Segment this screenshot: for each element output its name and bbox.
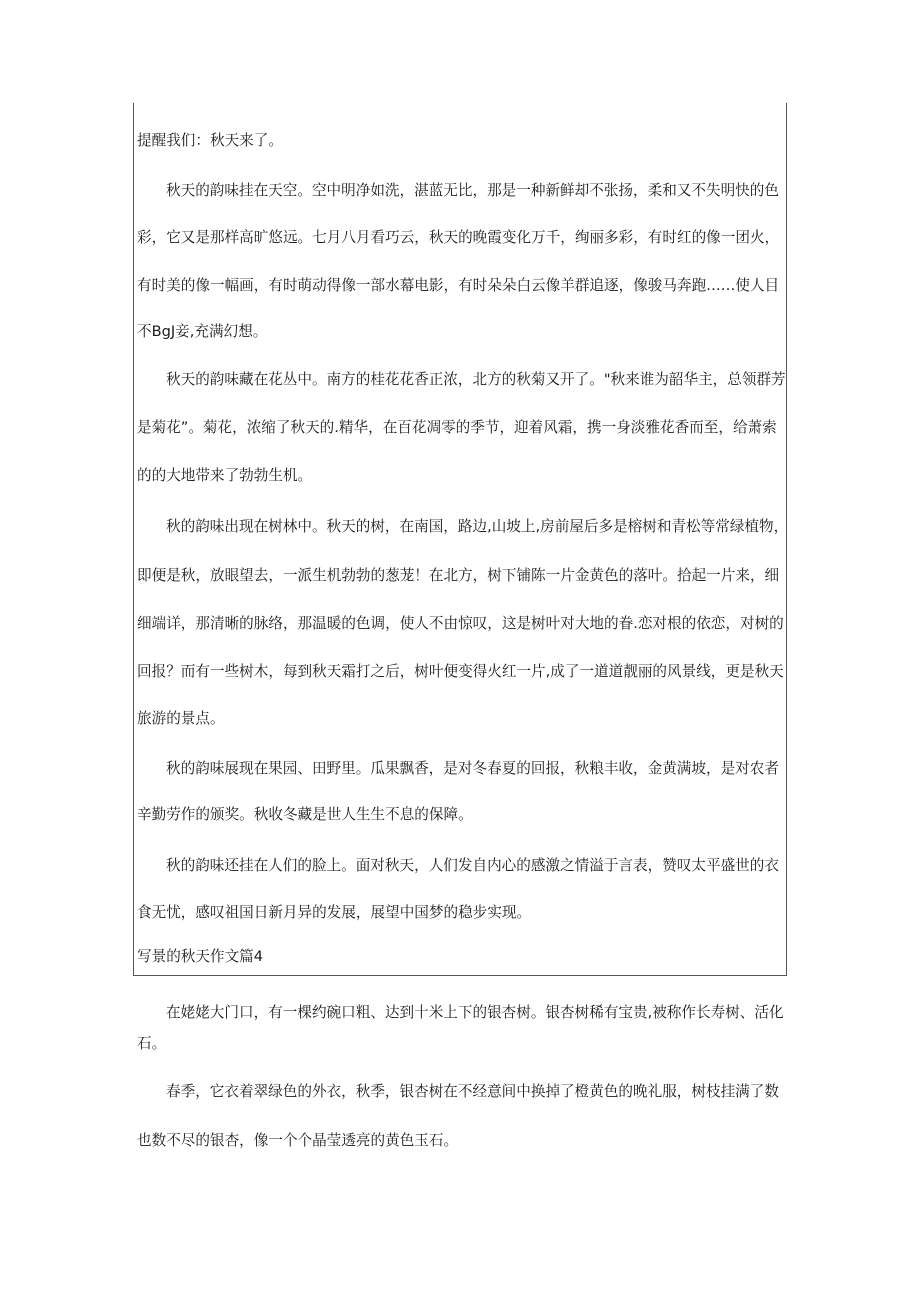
paragraph-line: 秋的韵味出现在树林中。秋天的树，在南国，路边,山坡上,房前屋后多是榕树和青松等常绿植物， <box>166 518 789 535</box>
paragraph-line: 食无忧，感叹祖国日新月异的发展，展望中国梦的稳步实现。 <box>137 904 532 921</box>
paragraph-line: 在姥姥大门口，有一棵约碗口粗、达到十米上下的银杏树。银杏树稀有宝贵,被称作长寿树、活化 <box>166 1004 784 1021</box>
paragraph-line: 回报？而有一些树木，每到秋天霜打之后，树叶便变得火红一片,成了一道道靓丽的风景线，更是秋天 <box>137 663 784 680</box>
paragraph-line: 不BgJ妾,充满幻想。 <box>137 323 268 340</box>
paragraph-line: 彩，它又是那样高旷悠远。七月八月看巧云，秋天的晚霞变化万千，绚丽多彩，有时红的像一团火， <box>137 229 780 246</box>
paragraph-line: 秋天的韵味藏在花丛中。南方的桂花花香正浓，北方的秋菊又开了。"秋来谁为韶华主，总领群芳 <box>166 371 786 388</box>
paragraph-line: 旅游的景点。 <box>137 710 225 727</box>
paragraph-line: 秋天的韵味挂在天空。空中明净如洗，湛蓝无比，那是一种新鲜却不张扬，柔和又不失明快的色 <box>166 182 779 199</box>
section-heading: 写景的秋天作文篇4 <box>137 948 264 965</box>
paragraph-line: 细端详，那清晰的脉络，那温暖的色调，使人不由惊叹，这是树叶对大地的眷.恋对根的依恋，对树的 <box>137 615 784 632</box>
paragraph-line: 即便是秋，放眼望去，一派生机勃勃的葱茏！在北方，树下铺陈一片金黄色的落叶。拾起一片来，细 <box>137 567 780 584</box>
paragraph-line: 秋的韵味展现在果园、田野里。瓜果飘香，是对冬春夏的回报，秋粮丰收，金黄满坡，是对农者 <box>166 760 779 777</box>
paragraph-line: 的的大地带来了勃勃生机。 <box>137 467 313 484</box>
paragraph-line: 有时美的像一幅画，有时萌动得像一部水幕电影，有时朵朵白云像羊群追逐，像骏马奔跑……使人目 <box>137 277 780 294</box>
paragraph-line: 秋的韵味还挂在人们的脸上。面对秋天，人们发自内心的感激之情溢于言表，赞叹太平盛世的衣 <box>166 857 779 874</box>
paragraph-line: 是菊花”。菊花，浓缩了秋天的.精华，在百花凋零的季节，迎着风霜，携一身淡雅花香而至，给萧索 <box>137 419 777 436</box>
paragraph-line: 提醒我们：秋天来了。 <box>137 132 283 149</box>
paragraph-line: 春季，它衣着翠绿色的外衣，秋季，银杏树在不经意间中换掉了橙黄色的晚礼服，树枝挂满了数 <box>166 1083 779 1100</box>
paragraph-line: 石。 <box>137 1035 167 1052</box>
paragraph-line: 也数不尽的银杏，像一个个晶莹透亮的黄色玉石。 <box>137 1132 459 1149</box>
paragraph-line: 辛勤劳作的颁奖。秋收冬藏是世人生生不息的保障。 <box>137 806 473 823</box>
